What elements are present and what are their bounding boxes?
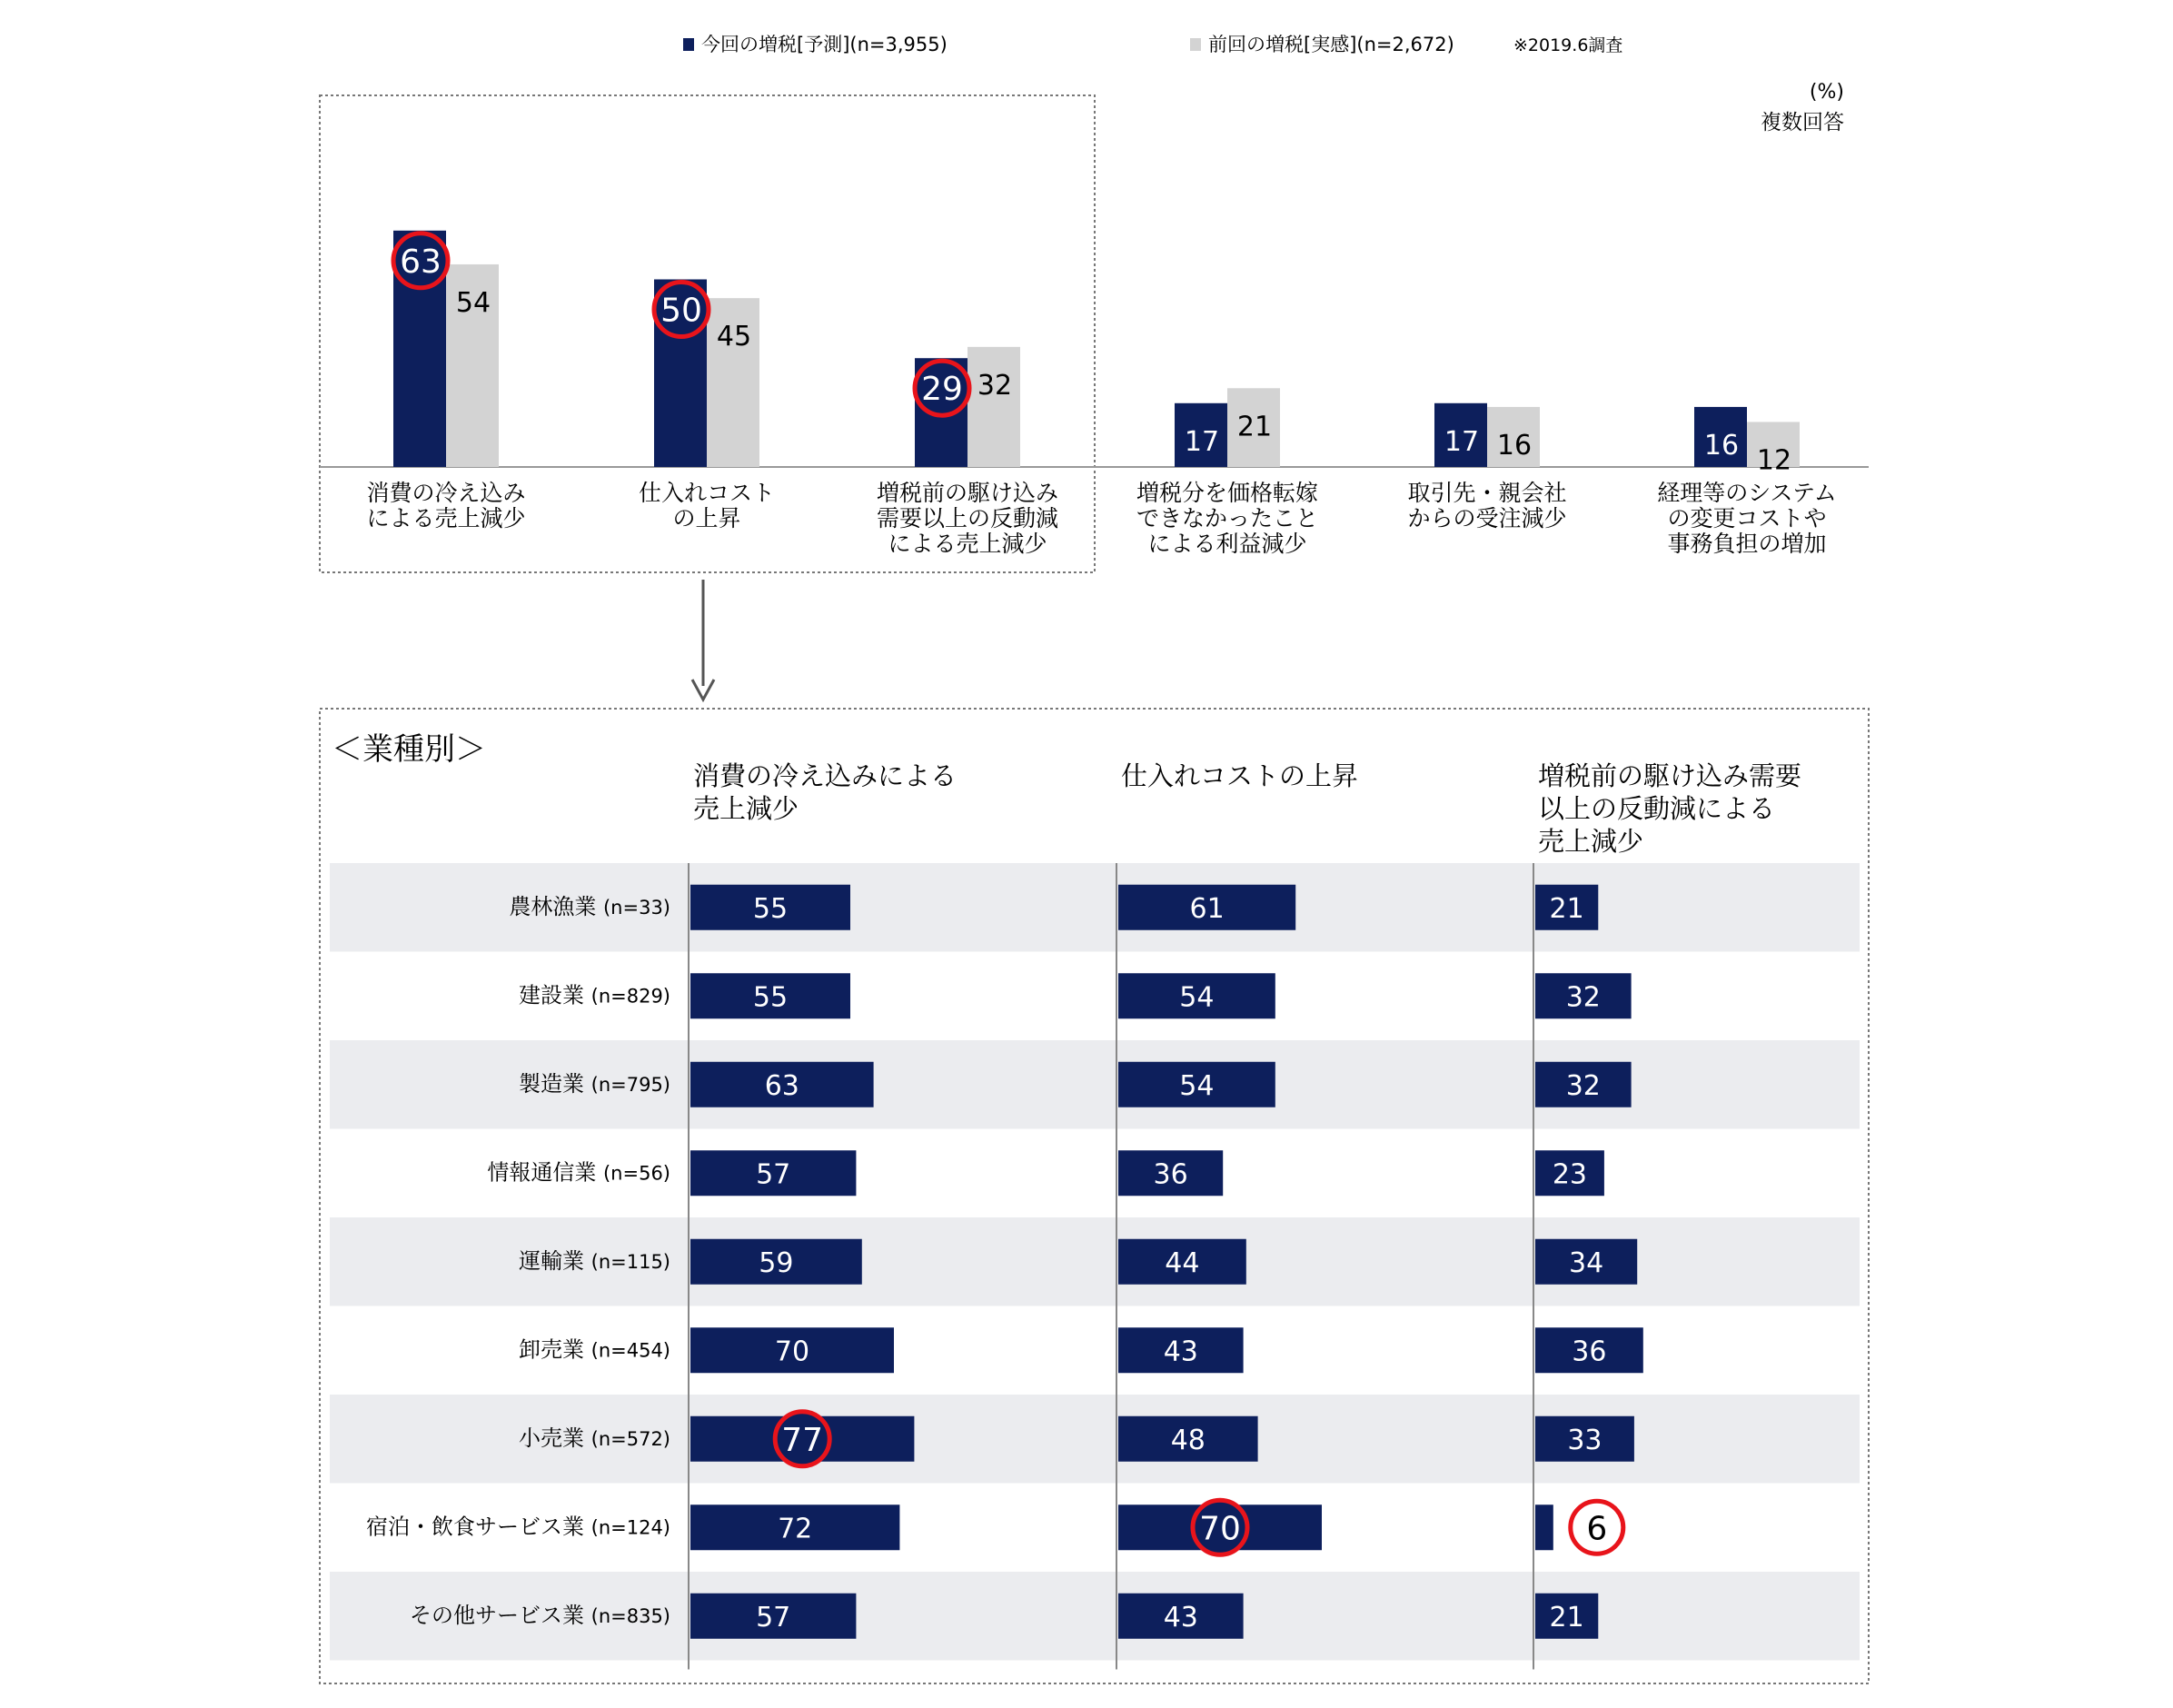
row-name: 宿泊・飲食サービス業 <box>365 1514 591 1540</box>
industry-value-label: 43 <box>1163 1336 1198 1368</box>
industry-value-label: 36 <box>1572 1336 1607 1368</box>
category-label: による売上減少 <box>888 531 1047 557</box>
row-n: (n=795) <box>590 1073 670 1096</box>
industry-value-label: 54 <box>1179 1069 1215 1102</box>
industry-value-label: 36 <box>1153 1158 1188 1191</box>
industry-value-label: 32 <box>1565 981 1601 1014</box>
industry-value-label: 59 <box>759 1246 794 1279</box>
industry-value-label: 21 <box>1549 892 1584 925</box>
industry-value-label: 54 <box>1179 981 1215 1014</box>
column-title: 売上減少 <box>693 793 799 824</box>
section-title: ＜業種別＞ <box>332 731 486 768</box>
unit-label: (%) <box>1809 81 1844 104</box>
industry-value-label: 21 <box>1549 1601 1584 1634</box>
industry-value-label: 43 <box>1163 1601 1198 1634</box>
category-label: 仕入れコスト <box>638 480 776 506</box>
industry-value-label: 23 <box>1552 1158 1588 1191</box>
data-label-current: 63 <box>400 243 442 281</box>
category-label: 増税分を価格転嫁 <box>1136 480 1319 506</box>
legend-label-current: 今回の増税[予測](n=3,955) <box>701 34 948 55</box>
row-n: (n=33) <box>602 896 670 919</box>
category-label: からの受注減少 <box>1407 505 1567 531</box>
data-label-previous: 45 <box>716 321 752 353</box>
data-label-previous: 54 <box>455 286 491 319</box>
row-name: 農林漁業 <box>509 893 603 919</box>
data-label-previous: 16 <box>1496 429 1533 462</box>
row-label <box>519 1336 670 1362</box>
category-label: の上昇 <box>672 505 741 531</box>
industry-bar <box>1535 1504 1553 1550</box>
industry-value-label: 44 <box>1165 1246 1200 1279</box>
data-label-current: 17 <box>1184 425 1220 458</box>
category-label: の変更コストや <box>1667 505 1827 531</box>
column-title: 仕入れコストの上昇 <box>1121 760 1359 791</box>
row-label <box>519 1248 670 1274</box>
row-name: 情報通信業 <box>487 1159 603 1186</box>
category-label: 増税前の駆け込み <box>876 480 1059 506</box>
industry-value-label: 6 <box>1586 1510 1608 1548</box>
column-title: 増税前の駆け込み需要 <box>1538 760 1802 791</box>
unit-note: 複数回答 <box>1761 111 1844 134</box>
row-label <box>366 1514 670 1539</box>
industry-value-label: 72 <box>778 1513 813 1545</box>
industry-value-label: 55 <box>752 981 789 1014</box>
row-label <box>487 1159 670 1185</box>
data-label-current: 17 <box>1444 425 1480 458</box>
industry-value-label: 61 <box>1189 892 1225 925</box>
row-n: (n=572) <box>590 1427 670 1450</box>
industry-value-label: 57 <box>756 1601 791 1634</box>
category-label: 消費の冷え込み <box>366 480 526 506</box>
category-label: できなかったこと <box>1136 505 1319 531</box>
data-label-current: 16 <box>1703 429 1740 462</box>
column-title: 以上の反動減による <box>1538 793 1776 824</box>
industry-value-label: 55 <box>752 892 789 925</box>
row-label <box>519 982 670 1008</box>
row-label <box>410 1603 670 1628</box>
industry-value-label: 70 <box>774 1336 810 1368</box>
row-name: 運輸業 <box>518 1247 591 1274</box>
column-title: 消費の冷え込みによる <box>693 760 958 791</box>
column-title: 売上減少 <box>1538 826 1644 857</box>
bar-previous <box>967 347 1020 467</box>
row-name: その他サービス業 <box>409 1602 591 1628</box>
legend-swatch-previous <box>1190 38 1201 51</box>
row-n: (n=454) <box>590 1339 670 1362</box>
industry-value-label: 57 <box>756 1158 791 1191</box>
row-name: 小売業 <box>518 1425 591 1451</box>
row-label <box>519 1071 670 1097</box>
row-name: 製造業 <box>518 1070 591 1097</box>
data-label-previous: 12 <box>1756 444 1792 477</box>
row-name: 卸売業 <box>518 1336 591 1363</box>
data-label-current: 29 <box>921 371 963 409</box>
row-n: (n=115) <box>590 1250 670 1273</box>
row-n: (n=56) <box>602 1162 670 1185</box>
row-n: (n=124) <box>590 1516 670 1539</box>
row-label <box>519 1425 670 1451</box>
industry-value-label: 70 <box>1199 1510 1241 1548</box>
industry-value-label: 48 <box>1170 1424 1206 1456</box>
category-label: 経理等のシステム <box>1657 480 1837 506</box>
legend-swatch-current <box>683 38 694 51</box>
row-name: 建設業 <box>518 982 591 1008</box>
legend-note: ※2019.6調査 <box>1513 35 1623 55</box>
industry-value-label: 34 <box>1569 1246 1604 1279</box>
category-label: 取引先・親会社 <box>1407 480 1567 506</box>
data-label-previous: 21 <box>1236 411 1273 443</box>
legend-label-previous: 前回の増税[実感](n=2,672) <box>1208 34 1454 55</box>
industry-value-label: 32 <box>1565 1069 1601 1102</box>
category-label: 需要以上の反動減 <box>876 505 1059 531</box>
data-label-current: 50 <box>660 292 702 330</box>
category-label: による利益減少 <box>1147 531 1307 557</box>
industry-value-label: 77 <box>781 1421 824 1459</box>
row-label <box>509 894 670 919</box>
data-label-previous: 32 <box>977 369 1013 402</box>
industry-value-label: 63 <box>764 1069 799 1102</box>
category-label: による売上減少 <box>366 505 526 531</box>
row-n: (n=829) <box>590 985 670 1008</box>
row-n: (n=835) <box>590 1604 670 1627</box>
category-label: 事務負担の増加 <box>1667 531 1827 557</box>
industry-value-label: 33 <box>1567 1424 1602 1456</box>
